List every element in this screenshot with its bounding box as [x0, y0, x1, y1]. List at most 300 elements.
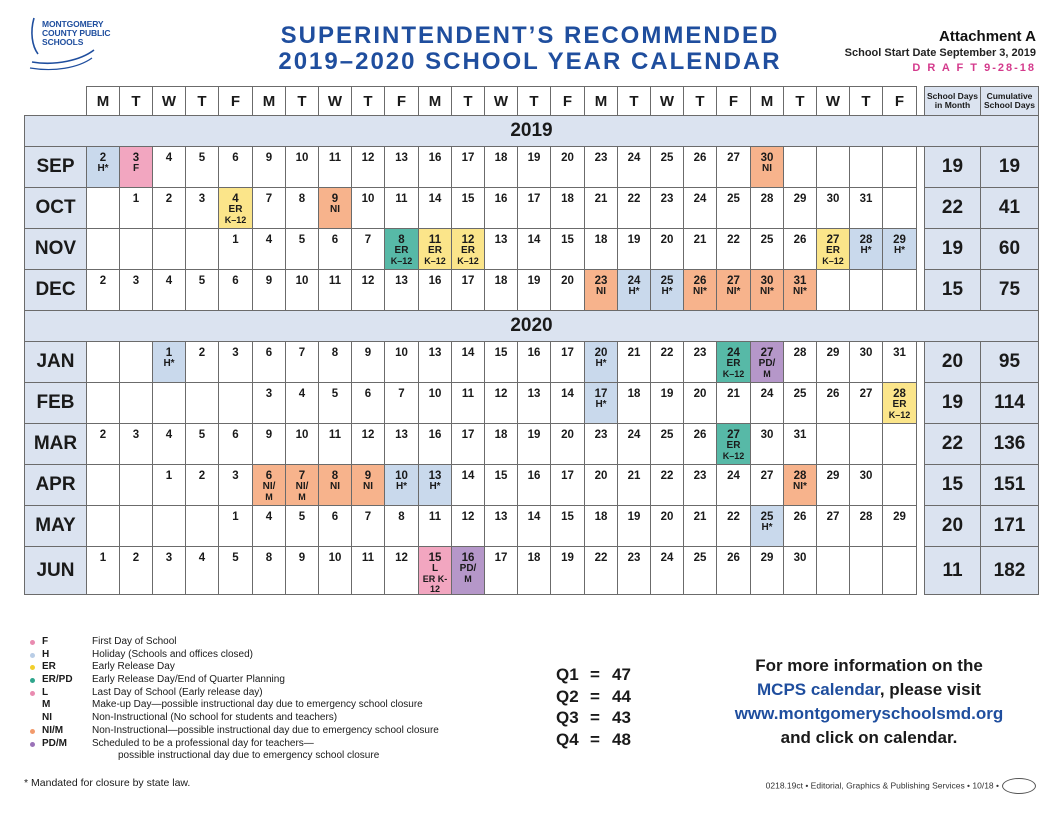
day-code: NI/ — [295, 481, 309, 492]
legend-dot-icon — [30, 691, 35, 696]
column-gap — [917, 424, 925, 465]
day-number: 21 — [693, 234, 707, 246]
day-number: 28 — [859, 511, 873, 523]
weekday-header: W — [153, 87, 186, 116]
day-number: 29 — [760, 552, 774, 564]
day-cell — [87, 383, 120, 424]
day-number: 15 — [494, 470, 508, 482]
day-code: NI* — [793, 481, 807, 492]
day-number: 10 — [428, 388, 442, 400]
day-cell — [452, 465, 485, 506]
day-number: 27 — [760, 470, 774, 482]
more-info — [700, 654, 1038, 750]
day-cell — [717, 342, 751, 383]
day-cell — [385, 147, 419, 188]
day-number: 17 — [461, 152, 475, 164]
day-number: 30 — [859, 470, 873, 482]
day-code: ER — [726, 358, 741, 369]
quarter-row — [556, 729, 631, 751]
mandated-text: Mandated for closure by state law. — [31, 777, 191, 789]
day-cell — [120, 229, 153, 270]
day-cell — [585, 342, 618, 383]
day-cell — [551, 147, 585, 188]
day-cell — [817, 270, 850, 311]
day-cell — [883, 342, 917, 383]
day-cell — [87, 506, 120, 547]
weekday-header: M — [419, 87, 452, 116]
day-cell — [385, 342, 419, 383]
day-cell — [120, 147, 153, 188]
day-cell — [850, 147, 883, 188]
day-number: 5 — [198, 275, 206, 287]
day-number: 27 — [727, 152, 740, 164]
day-number: 20 — [594, 347, 608, 359]
day-code: H* — [661, 286, 673, 297]
legend-dot-icon — [30, 665, 35, 670]
day-number: 23 — [627, 552, 641, 564]
day-cell — [684, 147, 717, 188]
day-number: 24 — [627, 152, 641, 164]
logo-line-1: MONTGOMERY — [42, 19, 104, 29]
legend-dot-icon — [30, 729, 35, 734]
legend-code: L — [42, 686, 49, 698]
day-cell — [817, 465, 850, 506]
month-row — [25, 424, 1039, 465]
legend-code: NI — [42, 712, 52, 724]
day-cell — [120, 424, 153, 465]
day-cell — [518, 188, 551, 229]
day-cell — [485, 465, 518, 506]
day-number: 10 — [395, 470, 408, 482]
weekday-header: W — [651, 87, 684, 116]
day-cell — [319, 270, 352, 311]
day-number: 23 — [594, 152, 608, 164]
day-number: 20 — [561, 429, 574, 441]
day-number: 6 — [232, 152, 239, 164]
day-cell — [684, 270, 717, 311]
day-cell — [751, 342, 784, 383]
equals-sign: = — [590, 665, 600, 684]
day-cell — [419, 424, 452, 465]
school-days-in-month: 15 — [925, 270, 981, 311]
legend-dot-icon — [30, 716, 35, 721]
day-number: 17 — [594, 388, 608, 400]
day-number: 20 — [693, 388, 707, 400]
quarter-row — [556, 686, 631, 708]
day-cell — [153, 465, 186, 506]
day-cell — [186, 147, 219, 188]
day-cell — [850, 424, 883, 465]
day-cell — [618, 424, 651, 465]
day-number: 13 — [395, 429, 408, 441]
day-cell — [452, 506, 485, 547]
day-cell — [253, 188, 286, 229]
day-number: 25 — [660, 429, 674, 441]
calendar-table — [24, 86, 1039, 595]
day-code: H* — [860, 245, 872, 256]
day-cell — [319, 188, 352, 229]
day-cell — [784, 229, 817, 270]
day-cell — [651, 342, 684, 383]
day-number: 2 — [198, 347, 206, 359]
day-cell — [286, 188, 319, 229]
column-gap — [917, 506, 925, 547]
day-code: ER — [892, 399, 907, 410]
day-cell — [751, 229, 784, 270]
school-days-in-month: 19 — [925, 229, 981, 270]
quarter-days: 44 — [612, 686, 631, 706]
day-number: 3 — [132, 275, 140, 287]
day-number: 22 — [660, 470, 674, 482]
day-number: 26 — [693, 429, 707, 441]
day-number: 19 — [627, 234, 641, 246]
day-cell — [751, 188, 784, 229]
day-cell — [618, 270, 651, 311]
day-number: 26 — [793, 234, 807, 246]
day-cell — [352, 506, 385, 547]
day-cell — [253, 506, 286, 547]
info-line-4: and click on calendar. — [780, 728, 958, 747]
legend-code: H — [42, 648, 50, 660]
day-number: 10 — [295, 275, 309, 287]
legend-desc-continued: possible instructional day due to emergency school closure — [118, 750, 380, 762]
month-row — [25, 547, 1039, 595]
day-cell — [717, 147, 751, 188]
day-cell — [684, 465, 717, 506]
day-cell — [319, 147, 352, 188]
day-number: 9 — [364, 470, 372, 482]
day-cell — [784, 465, 817, 506]
column-gap — [917, 342, 925, 383]
day-cell — [186, 424, 219, 465]
day-code: NI/ — [262, 481, 276, 492]
weekday-header: T — [286, 87, 319, 116]
day-number: 11 — [328, 152, 342, 164]
day-cell — [618, 465, 651, 506]
day-cell — [186, 270, 219, 311]
day-number: 31 — [793, 275, 807, 287]
day-code: NI — [762, 163, 772, 174]
day-number: 20 — [561, 152, 574, 164]
day-number: 30 — [826, 193, 840, 205]
day-code: H* — [429, 481, 441, 492]
mcps-logo — [26, 14, 136, 74]
day-number: 1 — [232, 234, 239, 246]
month-name: MAR — [25, 424, 87, 465]
day-cell — [651, 188, 684, 229]
weekday-header: M — [87, 87, 120, 116]
day-cell — [618, 342, 651, 383]
day-cell — [452, 147, 485, 188]
legend-dot-icon — [30, 742, 35, 747]
day-number: 28 — [893, 388, 906, 400]
day-number: 25 — [727, 193, 740, 205]
day-cell — [684, 188, 717, 229]
day-cell — [817, 342, 850, 383]
day-cell — [485, 424, 518, 465]
day-cell — [518, 270, 551, 311]
day-cell — [253, 547, 286, 595]
day-number: 10 — [361, 193, 375, 205]
day-cell — [253, 465, 286, 506]
day-number: 13 — [494, 511, 508, 523]
info-line-2-rest: , please visit — [879, 680, 981, 699]
day-number: 18 — [494, 152, 508, 164]
day-number: 29 — [893, 511, 906, 523]
day-subcode: M — [464, 574, 472, 584]
day-cell — [551, 424, 585, 465]
day-cell — [219, 188, 253, 229]
mandated-note — [24, 777, 190, 789]
draft-stamp: D R A F T 9-28-18 — [912, 62, 1036, 74]
cumulative-school-days: 151 — [981, 465, 1039, 506]
day-cell — [883, 547, 917, 595]
day-number: 20 — [660, 234, 674, 246]
day-cell — [153, 383, 186, 424]
day-cell — [618, 188, 651, 229]
day-number: 13 — [395, 275, 408, 287]
day-code: H* — [595, 399, 607, 410]
day-number: 24 — [727, 470, 740, 482]
legend-dot-icon — [30, 678, 35, 683]
legend-dot-icon — [30, 653, 35, 658]
day-number: 12 — [361, 275, 375, 287]
day-cell — [186, 229, 219, 270]
legend-dot-icon — [30, 703, 35, 708]
day-number: 16 — [494, 193, 508, 205]
day-cell — [850, 547, 883, 595]
column-gap — [917, 229, 925, 270]
day-cell — [751, 506, 784, 547]
day-code: ER — [461, 245, 475, 256]
legend-code: ER — [42, 661, 56, 673]
weekday-header: T — [618, 87, 651, 116]
days-in-month-header: School Days in Month — [925, 87, 981, 116]
day-cell — [717, 270, 751, 311]
day-cell — [186, 188, 219, 229]
day-cell — [551, 506, 585, 547]
weekday-header: T — [684, 87, 717, 116]
day-cell — [518, 506, 551, 547]
day-cell — [551, 229, 585, 270]
day-cell — [153, 424, 186, 465]
day-number: 11 — [461, 388, 475, 400]
day-cell — [87, 229, 120, 270]
day-cell — [585, 506, 618, 547]
day-number: 21 — [727, 388, 740, 400]
day-code: H* — [628, 286, 640, 297]
day-cell — [717, 547, 751, 595]
legend-desc: Scheduled to be a professional day for teachers— — [92, 737, 314, 749]
weekday-header: T — [120, 87, 153, 116]
day-number: 9 — [364, 347, 372, 359]
equals-sign: = — [590, 686, 600, 706]
weekday-header: F — [717, 87, 751, 116]
day-cell — [751, 465, 784, 506]
legend-code: PD/M — [42, 737, 67, 749]
day-cell — [219, 506, 253, 547]
day-cell — [551, 547, 585, 595]
day-number: 4 — [232, 193, 239, 205]
logo-line-3: SCHOOLS — [42, 37, 84, 47]
day-number: 1 — [165, 347, 173, 359]
day-cell — [618, 506, 651, 547]
attachment-label: Attachment A — [939, 28, 1036, 45]
cumulative-school-days: 75 — [981, 270, 1039, 311]
day-number: 22 — [660, 347, 674, 359]
day-number: 16 — [428, 275, 442, 287]
cumulative-header: Cumulative School Days — [981, 87, 1039, 116]
day-cell — [120, 188, 153, 229]
day-number: 8 — [331, 470, 339, 482]
day-number: 28 — [793, 347, 807, 359]
day-number: 17 — [561, 347, 574, 359]
day-cell — [385, 270, 419, 311]
info-line-1: For more information on the — [755, 656, 983, 675]
month-name: SEP — [25, 147, 87, 188]
column-gap — [917, 383, 925, 424]
day-number: 3 — [232, 347, 239, 359]
day-code: ER — [428, 245, 442, 256]
day-cell — [87, 547, 120, 595]
website-link[interactable]: www.montgomeryschoolsmd.org — [734, 704, 1004, 723]
day-number: 27 — [826, 511, 840, 523]
day-number: 24 — [627, 429, 641, 441]
month-name: JUN — [25, 547, 87, 595]
day-cell — [518, 383, 551, 424]
day-number: 7 — [364, 234, 372, 246]
day-number: 10 — [395, 347, 408, 359]
day-cell — [651, 465, 684, 506]
day-code: ER — [228, 204, 243, 215]
day-number: 18 — [594, 511, 608, 523]
day-number: 30 — [859, 347, 873, 359]
day-cell — [485, 547, 518, 595]
year-row — [25, 311, 1039, 342]
weekday-header: M — [751, 87, 784, 116]
day-number: 22 — [727, 511, 740, 523]
day-cell — [120, 383, 153, 424]
day-code: L — [431, 563, 439, 574]
day-number: 4 — [165, 275, 173, 287]
day-number: 5 — [298, 234, 306, 246]
day-number: 3 — [165, 552, 173, 564]
day-number: 16 — [428, 152, 442, 164]
day-cell — [585, 424, 618, 465]
day-code: PD/ — [758, 358, 776, 369]
column-gap — [917, 270, 925, 311]
mcps-calendar-link[interactable]: MCPS calendar — [757, 680, 880, 699]
column-gap — [917, 465, 925, 506]
month-name: JAN — [25, 342, 87, 383]
day-cell — [153, 188, 186, 229]
day-number: 5 — [232, 552, 239, 564]
equals-sign: = — [590, 729, 600, 749]
school-days-in-month: 20 — [925, 506, 981, 547]
day-cell — [186, 547, 219, 595]
day-cell — [352, 270, 385, 311]
day-subcode: ER K-12 — [422, 574, 448, 594]
month-row — [25, 229, 1039, 270]
day-number: 2 — [99, 275, 107, 287]
day-cell — [120, 342, 153, 383]
day-cell — [585, 547, 618, 595]
day-number: 27 — [727, 429, 740, 441]
day-number: 28 — [859, 234, 873, 246]
day-code: NI* — [726, 286, 741, 297]
day-number: 2 — [132, 552, 140, 564]
day-number: 21 — [693, 511, 707, 523]
day-cell — [684, 342, 717, 383]
day-number: 24 — [660, 552, 674, 564]
day-number: 30 — [793, 552, 807, 564]
day-number: 4 — [165, 152, 173, 164]
day-cell — [784, 547, 817, 595]
day-number: 14 — [461, 347, 475, 359]
day-cell — [153, 147, 186, 188]
day-subcode: M — [298, 492, 306, 502]
day-cell — [452, 547, 485, 595]
day-subcode: K–12 — [424, 256, 446, 266]
day-number: 13 — [527, 388, 541, 400]
day-number: 12 — [395, 552, 408, 564]
day-subcode: M — [763, 369, 771, 379]
month-name: MAY — [25, 506, 87, 547]
day-number: 1 — [232, 511, 239, 523]
quarter-row — [556, 664, 631, 686]
weekday-header-row — [25, 87, 1039, 116]
footer-credit — [766, 778, 1036, 794]
day-number: 20 — [561, 275, 574, 287]
year-label: 2020 — [25, 311, 1039, 342]
day-number: 31 — [859, 193, 873, 205]
day-number: 12 — [361, 429, 375, 441]
day-cell — [850, 465, 883, 506]
day-number: 25 — [660, 152, 674, 164]
day-cell — [120, 465, 153, 506]
day-number: 31 — [793, 429, 807, 441]
day-number: 31 — [893, 347, 906, 359]
day-cell — [319, 465, 352, 506]
day-code: NI — [330, 204, 340, 215]
day-number: 1 — [132, 193, 140, 205]
day-cell — [684, 424, 717, 465]
day-cell — [385, 229, 419, 270]
day-cell — [253, 147, 286, 188]
day-number: 2 — [165, 193, 173, 205]
day-cell — [87, 342, 120, 383]
day-number: 23 — [594, 275, 608, 287]
day-code: H* — [595, 358, 607, 369]
school-days-in-month: 22 — [925, 424, 981, 465]
day-cell — [883, 383, 917, 424]
weekday-header: F — [219, 87, 253, 116]
day-number: 2 — [99, 152, 107, 164]
day-cell — [784, 506, 817, 547]
day-cell — [385, 547, 419, 595]
day-code: H* — [761, 522, 773, 533]
day-number: 12 — [461, 511, 475, 523]
column-gap — [917, 188, 925, 229]
day-cell — [452, 229, 485, 270]
day-cell — [219, 465, 253, 506]
day-number: 26 — [693, 152, 707, 164]
day-cell — [153, 547, 186, 595]
day-number: 4 — [298, 388, 306, 400]
day-cell — [319, 383, 352, 424]
day-cell — [186, 506, 219, 547]
day-number: 7 — [265, 193, 273, 205]
